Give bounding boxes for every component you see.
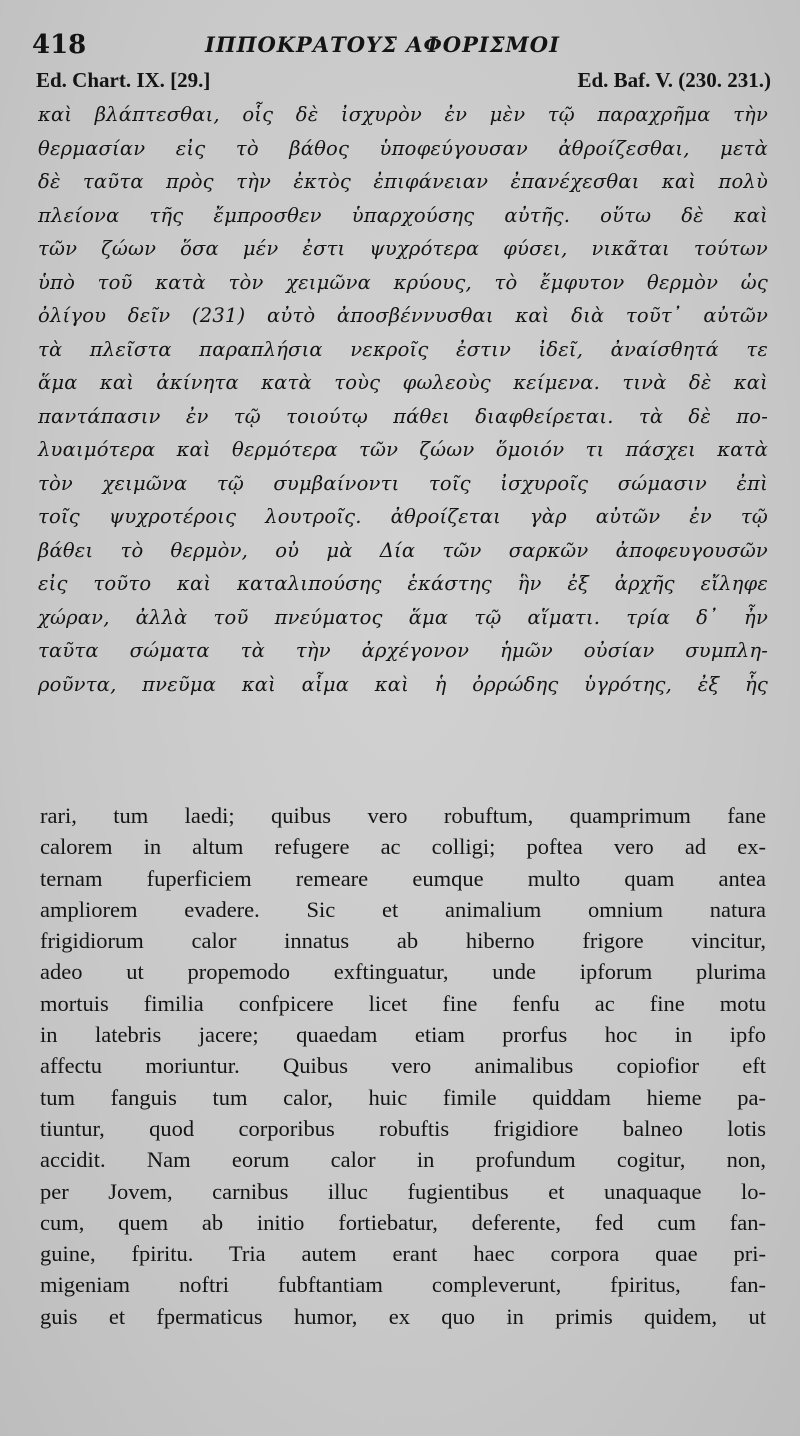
latin-text-line: per Jovem, carnibus illuc fugientibus et unaquaque lo- bbox=[40, 1178, 766, 1204]
greek-text-line: θερμασίαν εἰς τὸ βάθος ὑποφεύγουσαν ἀθροίζεσθαι, μετὰ bbox=[38, 136, 768, 160]
greek-text-line: τῶν ζώων ὅσα μέν ἐστι ψυχρότερα φύσει, νικᾶται τούτων bbox=[38, 237, 768, 260]
greek-text-line: ἅμα καὶ ἀκίνητα κατὰ τοὺς φωλεοὺς κείμενα. τινὰ δὲ καὶ bbox=[38, 371, 768, 394]
latin-text-line: adeo ut propemodo exftinguatur, unde ipforum plurima bbox=[40, 959, 766, 985]
page-number: 418 bbox=[32, 30, 87, 60]
latin-text-line: frigidiorum calor innatus ab hiberno frigore vincitur, bbox=[40, 928, 766, 954]
latin-text-block bbox=[40, 800, 766, 1332]
greek-text-line: βάθει τὸ θερμὸν, οὐ μὰ Δία τῶν σαρκῶν ἀποφευγουσῶν bbox=[38, 538, 768, 562]
latin-text-line: ampliorem evadere. Sic et animalium omnium natura bbox=[40, 896, 766, 922]
greek-text-line: λυαιμότερα καὶ θερμότερα τῶν ζώων ὅμοιόν τι πάσχει κατὰ bbox=[38, 438, 768, 461]
latin-text-line: tum fanguis tum calor, huic fimile quiddam hieme pa- bbox=[40, 1084, 766, 1110]
greek-text-line: πλείονα τῆς ἔμπροσθεν ὑπαρχούσης αὐτῆς. οὕτω δὲ καὶ bbox=[38, 203, 768, 227]
greek-text-line: χώραν, ἀλλὰ τοῦ πνεύματος ἅμα τῷ αἵματι. τρία δ᾽ ἦν bbox=[38, 605, 768, 629]
latin-text-line: migeniam noftri fubftantiam compleverunt, fpiritus, fan- bbox=[40, 1272, 766, 1298]
latin-text-line: ternam fuperficiem remeare eumque multo quam antea bbox=[40, 865, 766, 891]
running-title: ΙΠΠΟΚΡΑΤΟΥΣ ΑΦΟΡΙΣΜΟΙ bbox=[205, 32, 560, 57]
greek-text-line: καὶ βλάπτεσθαι, οἷς δὲ ἰσχυρὸν ἐν μὲν τῷ παραχρῆμα τὴν bbox=[38, 103, 768, 126]
edition-reference-left: Ed. Chart. IX. [29.] bbox=[36, 68, 211, 92]
edition-reference-right: Ed. Baf. V. (230. 231.) bbox=[577, 68, 771, 92]
greek-text-line: τὰ πλεῖστα παραπλήσια νεκροῖς ἐστιν ἰδεῖ, ἀναίσθητά τε bbox=[38, 337, 768, 361]
greek-text-line: εἰς τοῦτο καὶ καταλιπούσης ἑκάστης ἣν ἐξ ἀρχῆς εἴληφε bbox=[38, 572, 768, 595]
latin-text-line: rari, tum laedi; quibus vero robuftum, quamprimum fane bbox=[40, 803, 766, 828]
greek-text-line: ταῦτα σώματα τὰ τὴν ἀρχέγονον ἡμῶν οὐσίαν συμπλη- bbox=[38, 639, 768, 662]
greek-text-line: δὲ ταῦτα πρὸς τὴν ἐκτὸς ἐπιφάνειαν ἐπανέχεσθαι καὶ πολὺ bbox=[38, 170, 768, 193]
latin-text-line: accidit. Nam eorum calor in profundum cogitur, non, bbox=[40, 1147, 766, 1173]
greek-text-line: τὸν χειμῶνα τῷ συμβαίνοντι τοῖς ἰσχυροῖς σώμασιν ἐπὶ bbox=[38, 471, 768, 495]
latin-text-line: guine, fpiritu. Tria autem erant haec corpora quae pri- bbox=[40, 1241, 766, 1267]
greek-text-line: τοῖς ψυχροτέροις λουτροῖς. ἀθροίζεται γὰρ αὐτῶν ἐν τῷ bbox=[38, 505, 768, 528]
edition-reference bbox=[36, 68, 771, 96]
latin-text-line: cum, quem ab initio fortiebatur, deferente, fed cum fan- bbox=[40, 1209, 766, 1235]
greek-text-line: ὀλίγου δεῖν (231) αὐτὸ ἀποσβέννυσθαι καὶ διὰ τοῦτ᾽ αὐτῶν bbox=[38, 304, 768, 327]
page-header bbox=[30, 28, 775, 62]
greek-text-line: παντάπασιν ἐν τῷ τοιούτῳ πάθει διαφθείρεται. τὰ δὲ πο- bbox=[38, 404, 768, 428]
latin-text-line: mortuis fimilia confpicere licet fine fenfu ac fine motu bbox=[40, 990, 766, 1016]
greek-text-line: ὑπὸ τοῦ κατὰ τὸν χειμῶνα κρύους, τὸ ἔμφυτον θερμὸν ὡς bbox=[38, 270, 768, 294]
latin-text-line: affectu moriuntur. Quibus vero animalibus copiofior eft bbox=[40, 1053, 766, 1079]
latin-text-line: in latebris jacere; quaedam etiam prorfus hoc in ipfo bbox=[40, 1022, 766, 1048]
greek-text-line: ροῦντα, πνεῦμα καὶ αἷμα καὶ ἡ ὀρρώδης ὑγρότης, ἐξ ἧς bbox=[38, 672, 768, 696]
latin-text-line: calorem in altum refugere ac colligi; poftea vero ad ex- bbox=[40, 834, 766, 860]
latin-text-line: guis et fpermaticus humor, ex quo in primis quidem, ut bbox=[40, 1303, 766, 1329]
latin-text-line: tiuntur, quod corporibus robuftis frigidiore balneo lotis bbox=[40, 1115, 766, 1141]
greek-text-block bbox=[38, 98, 768, 701]
